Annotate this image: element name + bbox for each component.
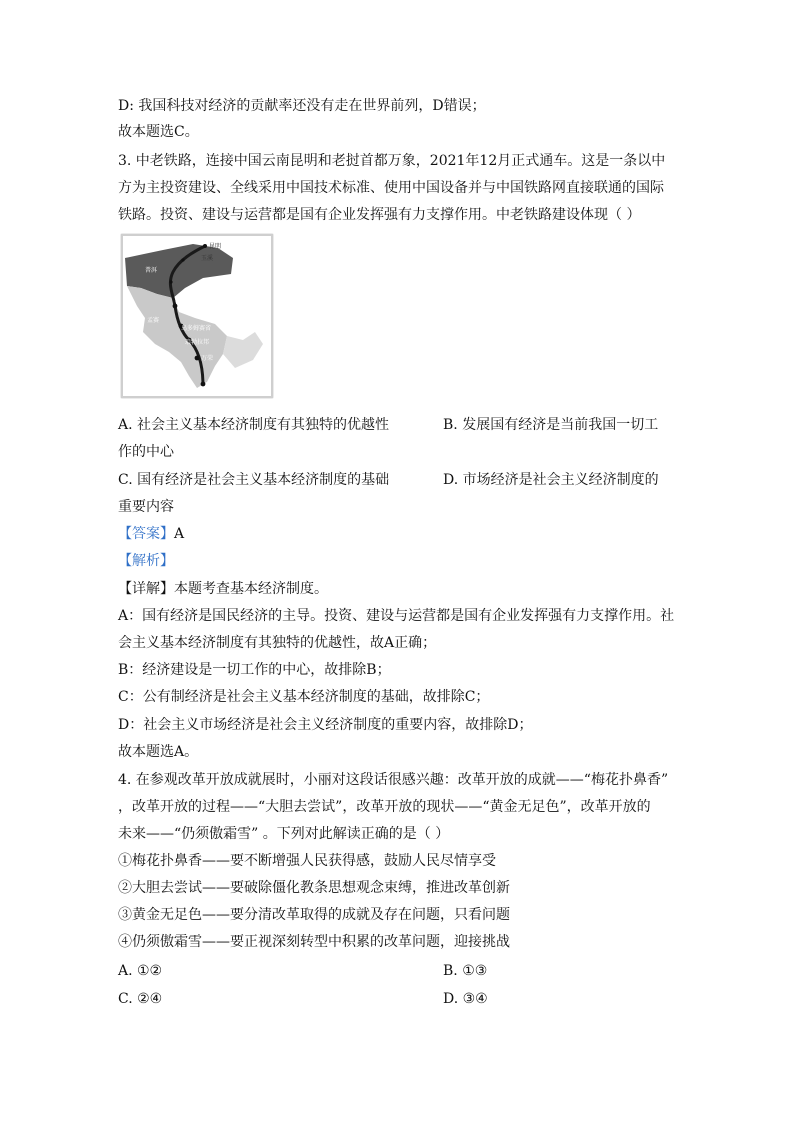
explain-line-5: D：社会主义市场经济是社会主义经济制度的重要内容，故排除D； (118, 717, 533, 733)
q4-option-c: C. ②④ (118, 991, 163, 1007)
answer-value: A (174, 526, 185, 542)
q3-option-b-line-1: B. 发展国有经济是当前我国一切工 (443, 417, 659, 433)
q4-statement-3: ③黄金无足色——要分清改革取得的成就及存在问题，只看问题 (118, 907, 510, 923)
map-label-kunming: 昆明 (209, 243, 222, 250)
q3-answer (118, 525, 184, 543)
q4-statement-4: ④仍须傲霜雪——要正视深刻转型中积累的改革问题，迎接挑战 (118, 934, 510, 950)
q4-statement-1: ①梅花扑鼻香——要不断增强人民获得感，鼓励人民尽情享受 (118, 853, 496, 869)
map-label-yuxi: 玉溪 (201, 255, 214, 262)
explain-line-2: 会主义基本经济制度有其独特的优越性，故A正确； (118, 635, 437, 651)
q4-stem-line-1: 4. 在参观改革开放成就展时，小丽对这段话很感兴趣：改革开放的成就——“梅花扑鼻香” (118, 772, 669, 788)
q3-stem-line-3: 铁路。投资、建设与运营都是国有企业发挥强有力支撑作用。中老铁路建设体现（ ） (118, 207, 641, 223)
explain-line-6: 故本题选A。 (118, 744, 199, 760)
map-label-muangxay: 孟赛 (147, 317, 160, 324)
answer-tag: 【答案】 (118, 526, 174, 542)
prev-option-d: D: 我国科技对经济的贡献率还没有走在世界前列，D错误； (118, 98, 486, 114)
q4-option-a: A. ①② (118, 963, 163, 979)
railway-map-image (121, 234, 273, 398)
q3-option-c: C. 国有经济是社会主义基本经济制度的基础 (118, 472, 390, 488)
map-label-oudomxay: 乌多姆赛省 (181, 325, 212, 332)
map-label-luangprabang: 琅勃拉邦 (185, 339, 210, 346)
prev-conclusion: 故本题选C。 (118, 124, 199, 140)
q4-statement-2: ②大胆去尝试——要破除僵化教条思想观念束缚，推进改革创新 (118, 880, 510, 896)
q3-stem-line-2: 方为主投资建设、全线采用中国技术标准、使用中国设备并与中国铁路网直接联通的国际 (118, 180, 664, 196)
q4-option-b: B. ①③ (443, 963, 488, 979)
detail-line: 【详解】本题考查基本经济制度。 (118, 581, 328, 597)
q3-option-b-line-2: 作的中心 (118, 444, 174, 460)
q4-option-d: D. ③④ (443, 991, 488, 1007)
q4-stem-line-3: 未来——“仍须傲霜雪” 。下列对此解读正确的是（ ） (118, 826, 450, 842)
map-label-boten: 磨丁 (179, 307, 192, 314)
map-label-vangvieng: 万荣 (201, 355, 214, 362)
analysis-tag: 【解析】 (118, 553, 174, 569)
q3-stem-line-1: 3. 中老铁路，连接中国云南昆明和老挝首都万象，2021年12月正式通车。这是一条以中 (118, 153, 666, 169)
q3-option-a: A. 社会主义基本经济制度有其独特的优越性 (118, 417, 390, 433)
map-label-mohan: 磨憨 (175, 297, 188, 304)
map-label-puer: 普洱 (145, 267, 158, 274)
explain-line-3: B：经济建设是一切工作的中心，故排除B； (118, 662, 391, 678)
q3-option-d-line-2: 重要内容 (118, 499, 174, 515)
explain-line-4: C：公有制经济是社会主义基本经济制度的基础，故排除C； (118, 689, 490, 705)
q4-stem-line-2: ，改革开放的过程——“大胆去尝试”，改革开放的现状——“黄金无足色”，改革开放的 (118, 799, 651, 815)
explain-line-1: A：国有经济是国民经济的主导。投资、建设与运营都是国有企业发挥强有力支撑作用。社 (118, 608, 675, 624)
map-label-vientiane: 万象 (205, 382, 218, 389)
q3-option-d-line-1: D. 市场经济是社会主义经济制度的 (443, 472, 659, 488)
